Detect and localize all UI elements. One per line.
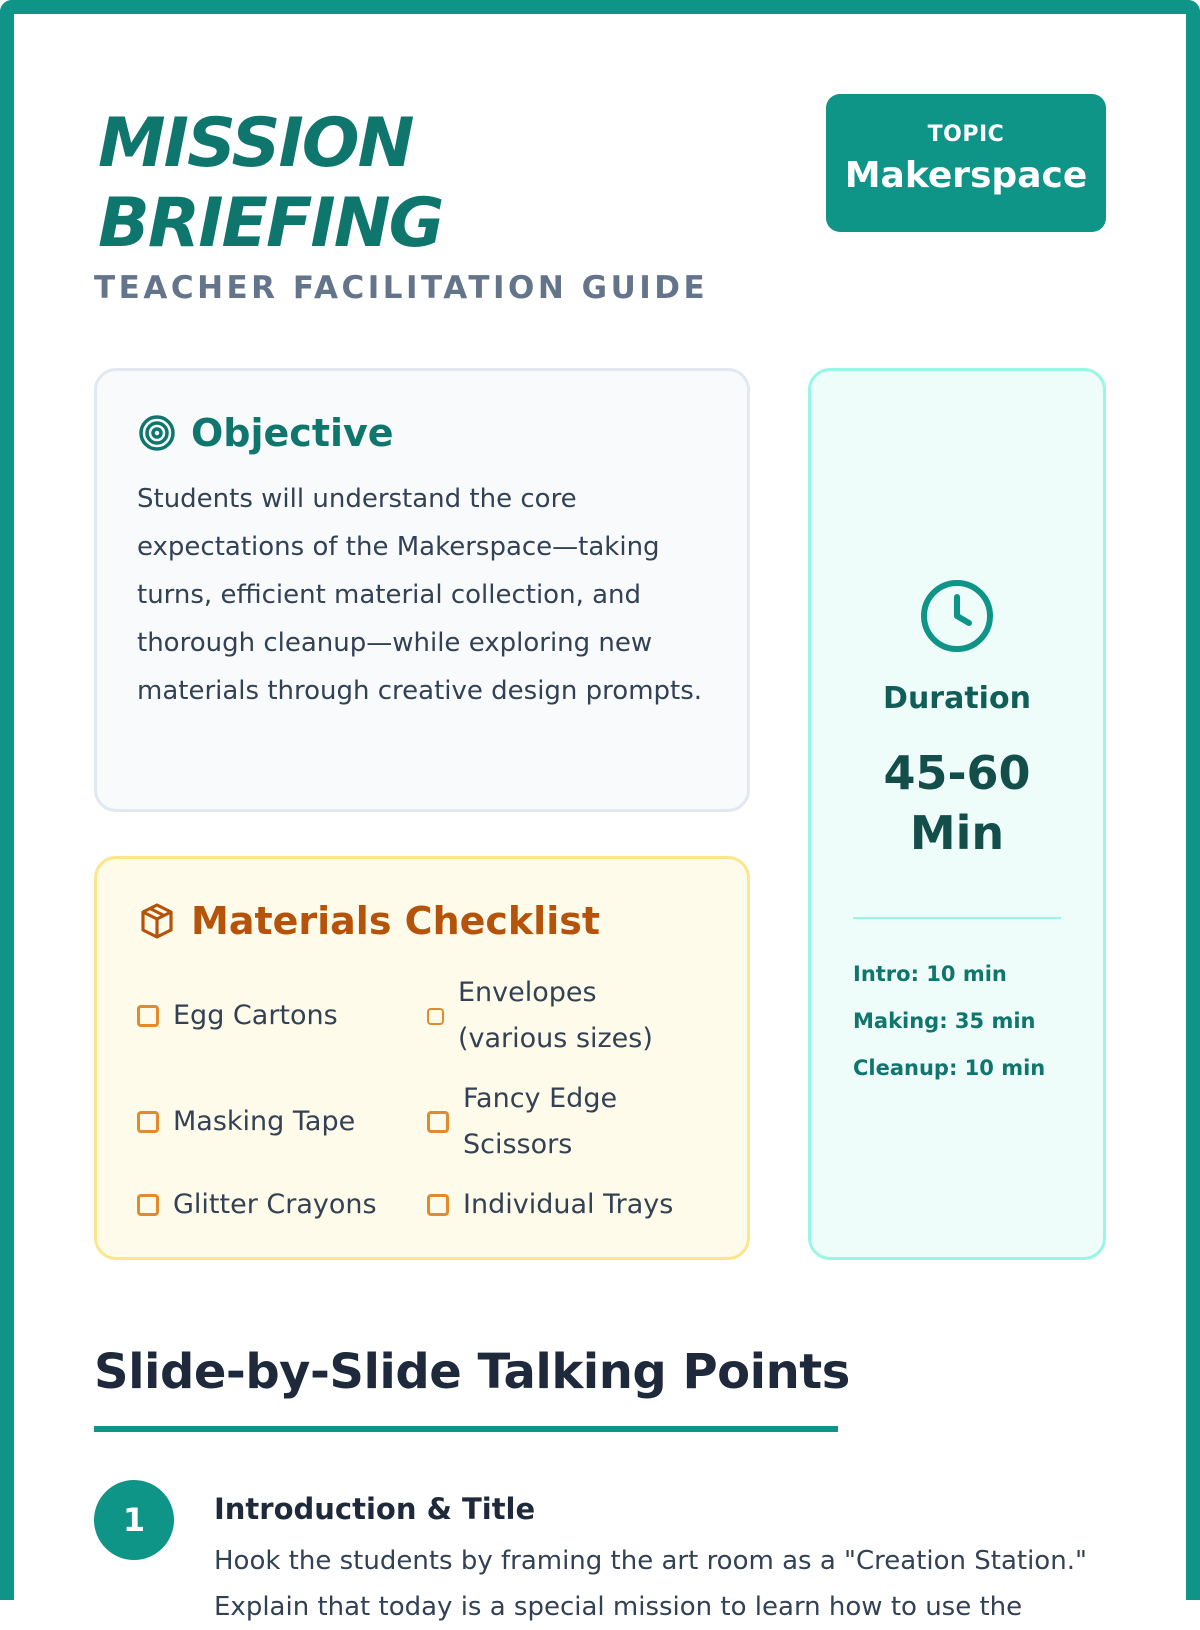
checklist-item[interactable] [137,1099,355,1145]
checklist-item[interactable] [427,970,677,1062]
checklist-item-label: Individual Trays [463,1189,674,1220]
checklist-item-label: Fancy Edge Scissors [463,1083,618,1160]
checklist-item-label: Masking Tape [173,1106,356,1137]
section-underline [94,1426,838,1432]
topic-value: Makerspace [844,155,1088,196]
checklist-item[interactable] [137,1182,377,1228]
step-title: Introduction & Title [214,1492,536,1526]
checkbox-icon[interactable] [137,1005,159,1027]
checklist-item[interactable] [427,1076,657,1168]
topic-label: TOPIC [927,122,1005,147]
step-text: Hook the students by framing the art room as a "Creation Station." Explain that today is a special mission to learn how to use the [214,1546,1087,1622]
checkbox-icon[interactable] [427,1111,449,1133]
box-icon [137,901,177,941]
section-heading: Slide-by-Slide Talking Points [94,1344,850,1400]
duration-divider [853,917,1061,919]
duration-card [808,368,1106,1260]
objective-header [137,411,707,455]
checklist-item[interactable] [427,1182,673,1228]
breakdown-making: Making: 35 min [853,1009,1036,1033]
clock-icon-wrap [811,577,1103,655]
checkbox-icon[interactable] [427,1194,449,1216]
clock-icon [918,577,996,655]
checkbox-icon[interactable] [137,1194,159,1216]
checklist-item-label: Envelopes (various sizes) [458,977,653,1054]
materials-title: Materials Checklist [191,899,601,943]
breakdown-intro: Intro: 10 min [853,962,1007,986]
checklist-item[interactable] [137,993,338,1039]
duration-breakdown [853,951,1045,1092]
page-subtitle: TEACHER FACILITATION GUIDE [94,270,709,306]
topic-badge [826,94,1106,232]
objective-card [94,368,750,812]
target-icon [137,413,177,453]
breakdown-cleanup: Cleanup: 10 min [853,1056,1046,1080]
checklist-item-label: Egg Cartons [173,1000,338,1031]
checkbox-icon[interactable] [137,1111,159,1133]
materials-card [94,856,750,1260]
duration-label: Duration [883,681,1031,716]
materials-header [137,899,707,943]
duration-value-text: 45-60 Min [883,746,1031,860]
checklist-item-label: Glitter Crayons [173,1189,377,1220]
objective-text: Students will understand the core expectations of the Makerspace—taking turns, efficient material collection, and thorough cleanup—while exploring new materials through creative design prompts. [137,484,703,706]
objective-title: Objective [191,411,394,455]
page-title: MISSION BRIEFING [98,104,443,263]
duration-value [811,743,1103,863]
checkbox-icon[interactable] [427,1008,444,1025]
step-number-badge: 1 [94,1480,174,1560]
